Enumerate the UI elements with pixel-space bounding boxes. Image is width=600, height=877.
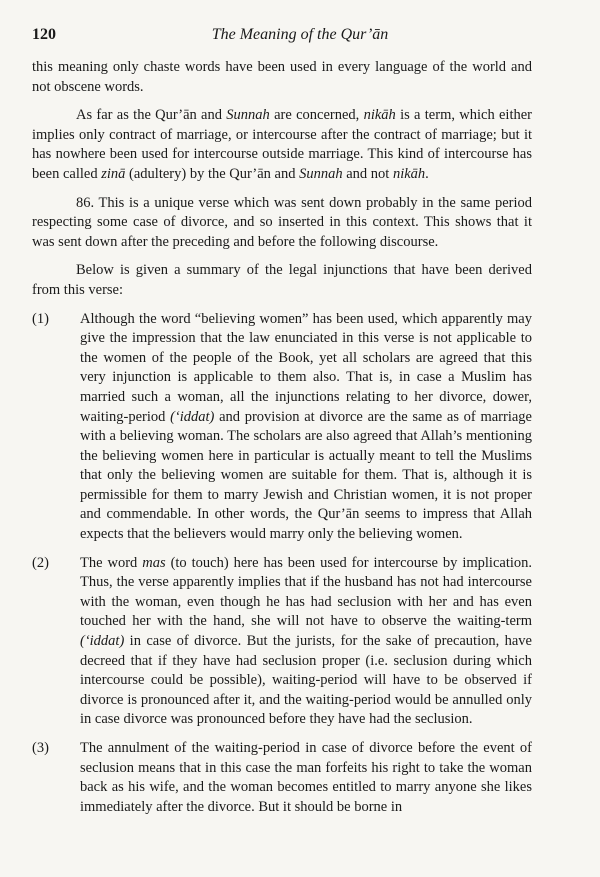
paragraph-nikah: As far as the Qur’ān and Sunnah are concerned, nikāh is a term, which either implies only contract of marriage, or intercourse after the contract of marriage; but it has nowhere been used for intercourse outside marriage. This kind of intercourse has been called zinā (adultery) by the Qur’ān and Sunnah and not nikāh.: [32, 107, 533, 182]
item-text: The word mas (to touch) here has been used for intercourse by implication. Thus, the verse apparently implies that if the husband has not had intercourse with the woman, even though he has had seclusion with her and has even touched her with the hand, she will not have to observe the waiting-term (‘iddat) in case of divorce. But the jurists, for the sake of precaution, have decreed that if they have had seclusion proper (i.e. seclusion during which intercourse could be possible), waiting-period will have to be observed if divorce is pronounced after it, and the waiting-period would be annulled only in case divorce was pronounced before they have had the seclusion.: [80, 554, 532, 728]
item-text: Although the word “believing women” has been used, which apparently may give the impression that the law enunciated in this verse is not applicable to the women of the people of the Book, yet all scholars are agreed that this very injunction is applicable to them also. That is, in case a Muslim has married such a woman, all the injunctions relating to her divorce, dower, waiting-period (‘iddat) and provision at divorce are the same as of marriage with a believing woman. The scholars are also agreed that Allah’s mentioning the believing women here in particular is actually meant to tell the Muslims that only the believing women are suitable for them. That is, although it is permissible for them to marry Jewish and Christian women, it is not proper and commendable. In other words, the Qur’ān seems to impress that Allah expects that the believers would marry only the believing women.: [80, 310, 532, 543]
page-body: [32, 58, 532, 826]
item-number: (2): [32, 554, 49, 571]
paragraph-note-86: 86. This is a unique verse which was sent down probably in the same period respecting some case of divorce, and so inserted in this context. This shows that it was sent down after the preceding and before the following discourse.: [32, 194, 532, 250]
paragraph-continuation: this meaning only chaste words have been used in every language of the world and not obscene words.: [32, 59, 532, 95]
paragraph-summary-intro: Below is given a summary of the legal injunctions that have been derived from this verse:: [32, 262, 532, 298]
item-text: The annulment of the waiting-period in case of divorce before the event of seclusion means that in this case the man forfeits his right to take the woman back as his wife, and the woman becomes entitled to marry anyone she likes immediately after the divorce. But it should be borne in: [80, 740, 532, 815]
item-number: (1): [32, 310, 49, 327]
list-item: [32, 739, 532, 817]
item-number: (3): [32, 740, 49, 756]
page-header: [0, 26, 600, 50]
list-item: [32, 554, 532, 730]
page-number: 120: [32, 26, 56, 43]
list-item: [32, 310, 532, 545]
running-title: The Meaning of the Qur’ān: [211, 26, 389, 43]
